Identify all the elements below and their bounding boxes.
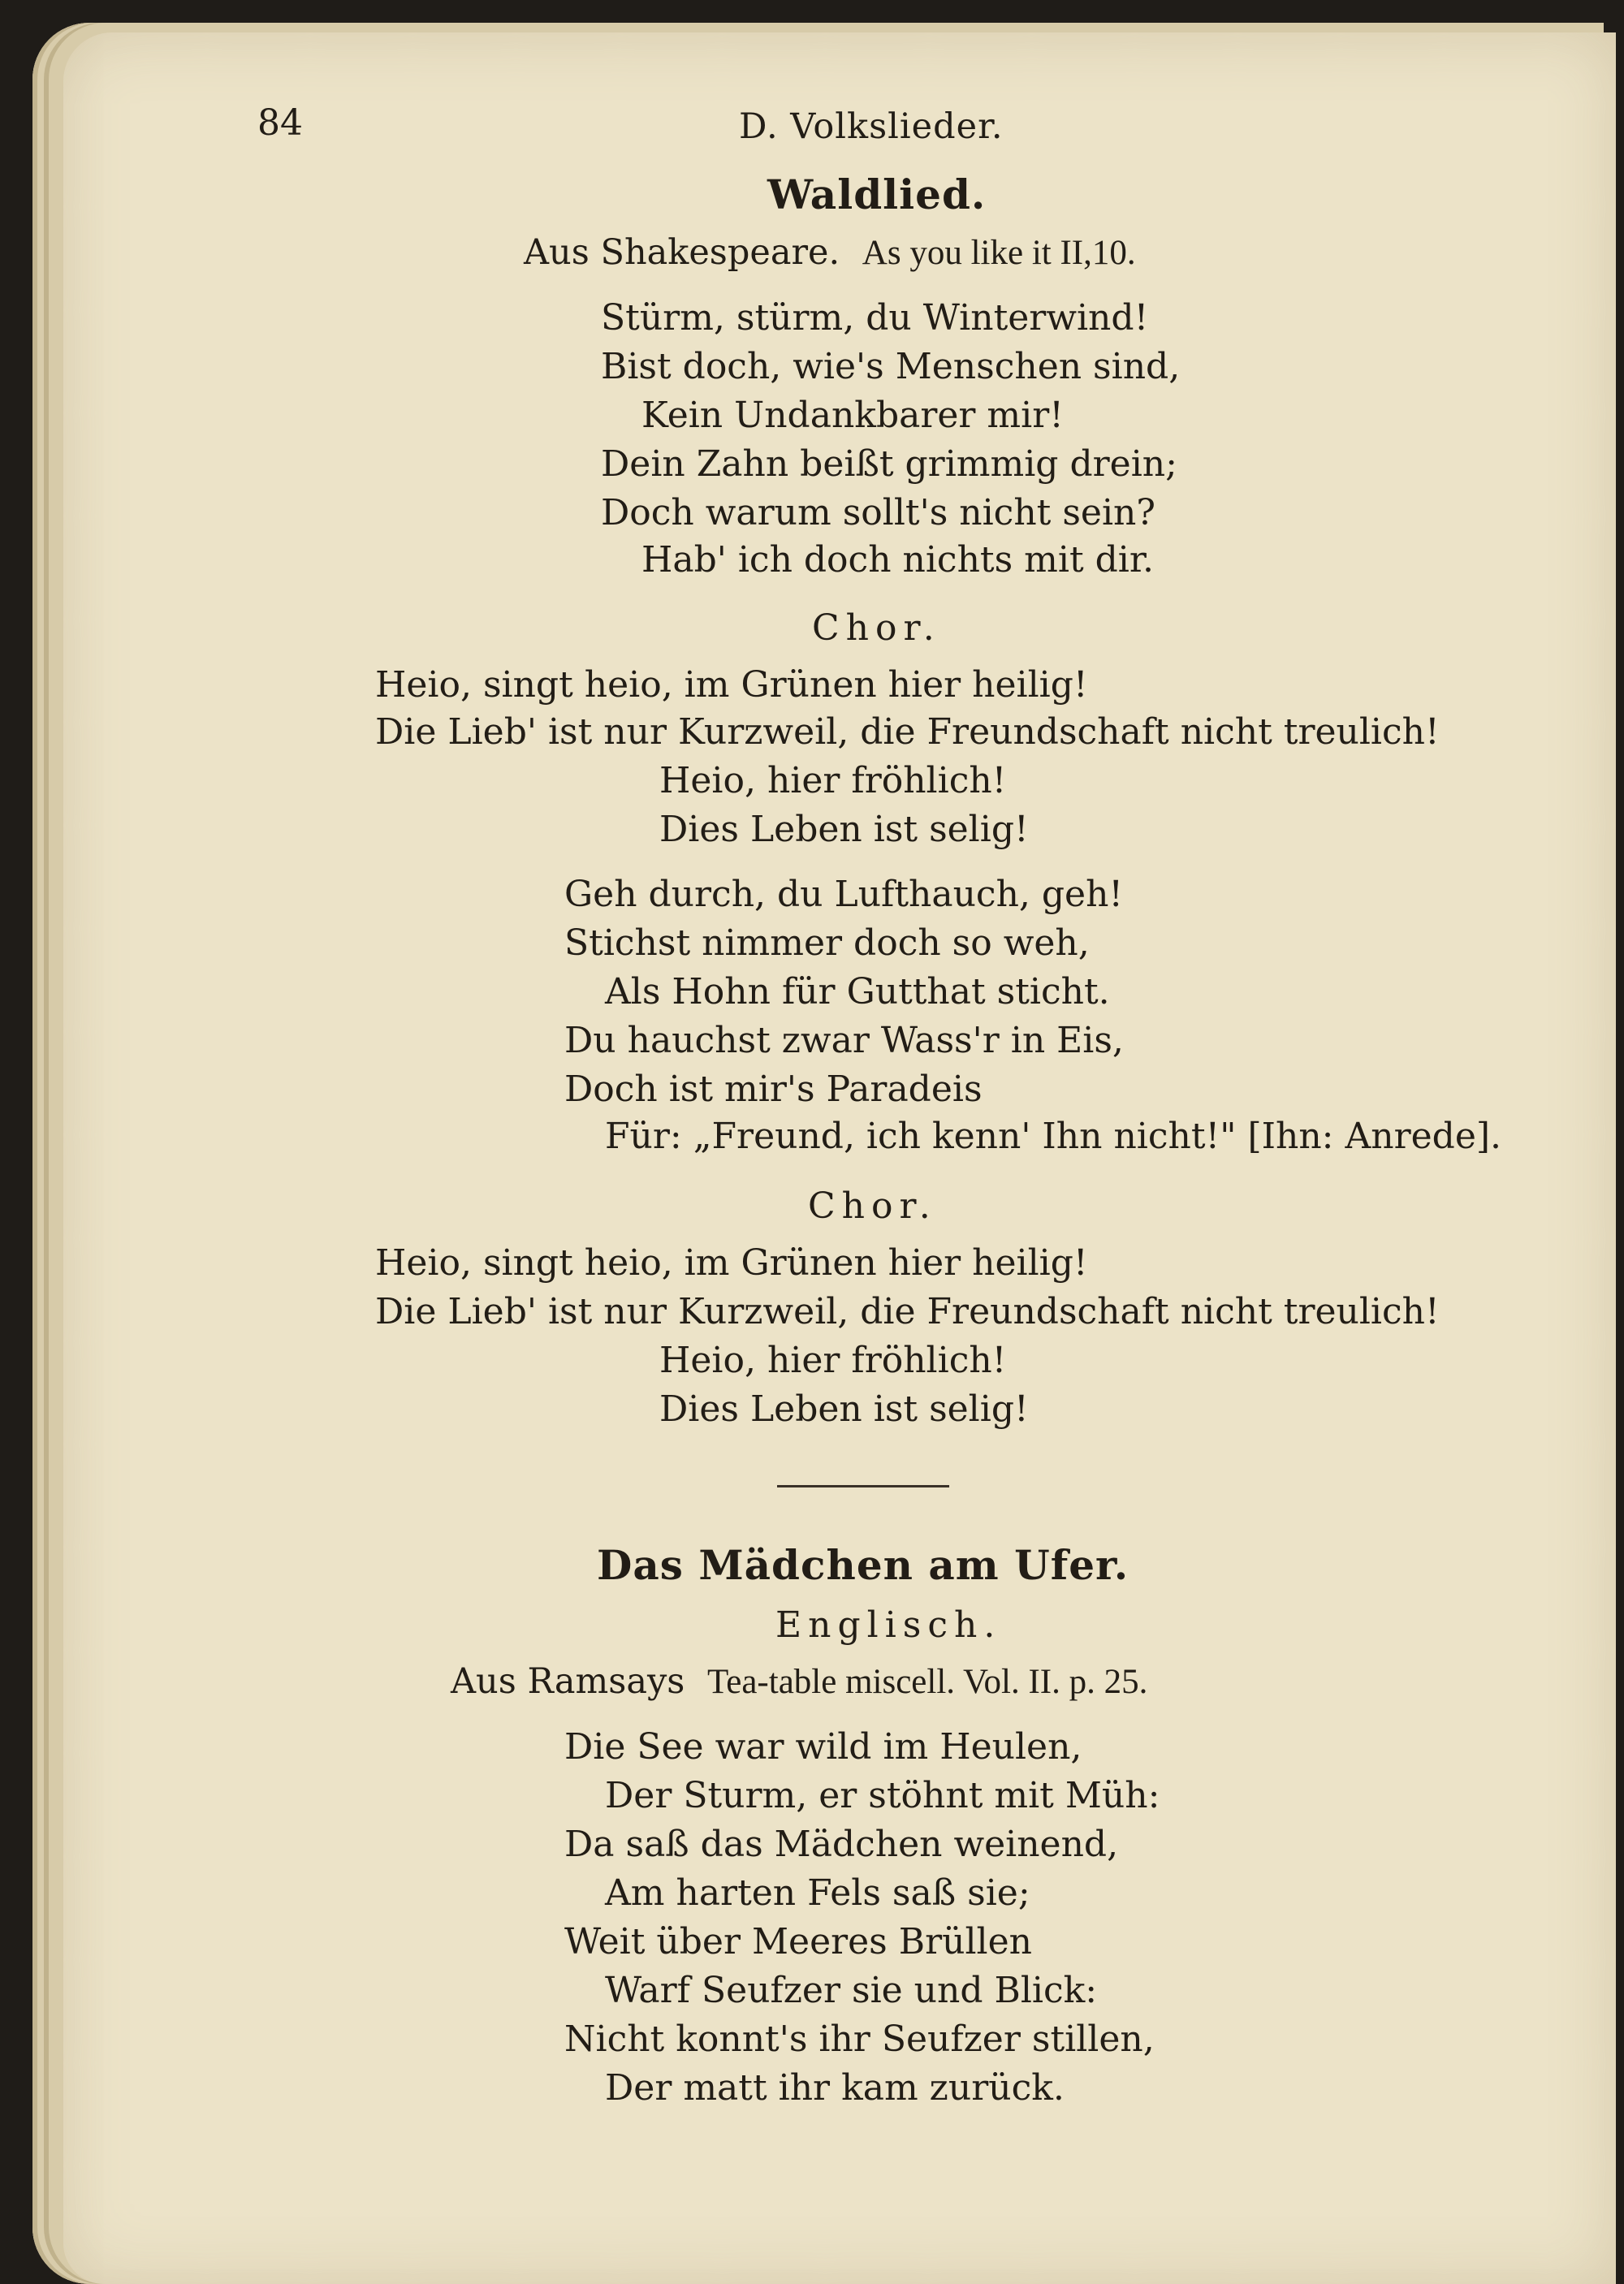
poem2-language: Englisch. bbox=[775, 1604, 1002, 1646]
poem2-line3: Da saß das Mädchen weinend, bbox=[564, 1824, 1119, 1865]
poem1-stanza1-line5: Doch warum sollt's nicht sein? bbox=[601, 492, 1155, 533]
poem1-stanza2-line1: Geh durch, du Lufthauch, geh! bbox=[564, 874, 1124, 915]
poem1-stanza1-line1: Stürm, stürm, du Winterwind! bbox=[601, 297, 1149, 339]
poem1-stanza1-line4: Dein Zahn beißt grimmig drein; bbox=[601, 443, 1177, 485]
poem2-source-de: Aus Ramsays bbox=[451, 1661, 685, 1702]
poem2-line6: Warf Seufzer sie und Blick: bbox=[605, 1970, 1098, 2011]
poem1-chorus2-line2: Die Lieb' ist nur Kurzweil, die Freundschaft nicht treulich! bbox=[375, 1291, 1440, 1332]
page-number: 84 bbox=[257, 102, 303, 144]
poem1-chorus1-line4: Dies Leben ist selig! bbox=[659, 809, 1029, 850]
poem2-source bbox=[451, 1661, 1148, 1702]
poem1-stanza1-line3: Kein Undankbarer mir! bbox=[641, 395, 1064, 436]
poem1-chorus1-line1: Heio, singt heio, im Grünen hier heilig! bbox=[375, 664, 1088, 706]
poem1-source-de: Aus Shakespeare. bbox=[524, 232, 840, 273]
poem1-stanza2-line3: Als Hohn für Gutthat sticht. bbox=[605, 971, 1110, 1012]
poem2-line1: Die See war wild im Heulen, bbox=[564, 1726, 1082, 1768]
poem2-source-en: Tea-table miscell. Vol. II. p. 25. bbox=[707, 1663, 1148, 1701]
poem2-title: Das Mädchen am Ufer. bbox=[597, 1541, 1129, 1589]
poem1-stanza2-line5: Doch ist mir's Paradeis bbox=[564, 1069, 983, 1110]
section-divider bbox=[777, 1485, 949, 1487]
poem2-line7: Nicht konnt's ihr Seufzer stillen, bbox=[564, 2018, 1155, 2060]
poem1-title: Waldlied. bbox=[767, 171, 987, 218]
poem1-stanza2-line2: Stichst nimmer doch so weh, bbox=[564, 922, 1090, 964]
poem1-stanza1-line6: Hab' ich doch nichts mit dir. bbox=[641, 539, 1155, 581]
poem2-line8: Der matt ihr kam zurück. bbox=[605, 2067, 1065, 2109]
poem1-chorus2-line1: Heio, singt heio, im Grünen hier heilig! bbox=[375, 1242, 1088, 1284]
poem1-source bbox=[524, 232, 1136, 273]
poem1-chorus1-line2: Die Lieb' ist nur Kurzweil, die Freundschaft nicht treulich! bbox=[375, 711, 1440, 753]
poem1-stanza1-line2: Bist doch, wie's Menschen sind, bbox=[601, 346, 1181, 387]
poem1-chorus-label-1: Chor. bbox=[812, 607, 941, 649]
poem1-source-en: As you like it II,10. bbox=[862, 234, 1136, 272]
poem2-line4: Am harten Fels saß sie; bbox=[605, 1872, 1030, 1914]
poem2-line2: Der Sturm, er stöhnt mit Müh: bbox=[605, 1775, 1160, 1816]
poem1-chorus1-line3: Heio, hier fröhlich! bbox=[659, 760, 1007, 801]
poem1-chorus2-line3: Heio, hier fröhlich! bbox=[659, 1340, 1007, 1381]
poem2-line5: Weit über Meeres Brüllen bbox=[564, 1921, 1032, 1962]
poem1-stanza2-line4: Du hauchst zwar Wass'r in Eis, bbox=[564, 1020, 1124, 1061]
poem1-stanza2-line6: Für: „Freund, ich kenn' Ihn nicht!" [Ihn: Anrede]. bbox=[605, 1116, 1502, 1157]
poem1-chorus2-line4: Dies Leben ist selig! bbox=[659, 1388, 1029, 1430]
running-head: D. Volkslieder. bbox=[739, 106, 1004, 147]
poem1-chorus-label-2: Chor. bbox=[808, 1185, 937, 1227]
